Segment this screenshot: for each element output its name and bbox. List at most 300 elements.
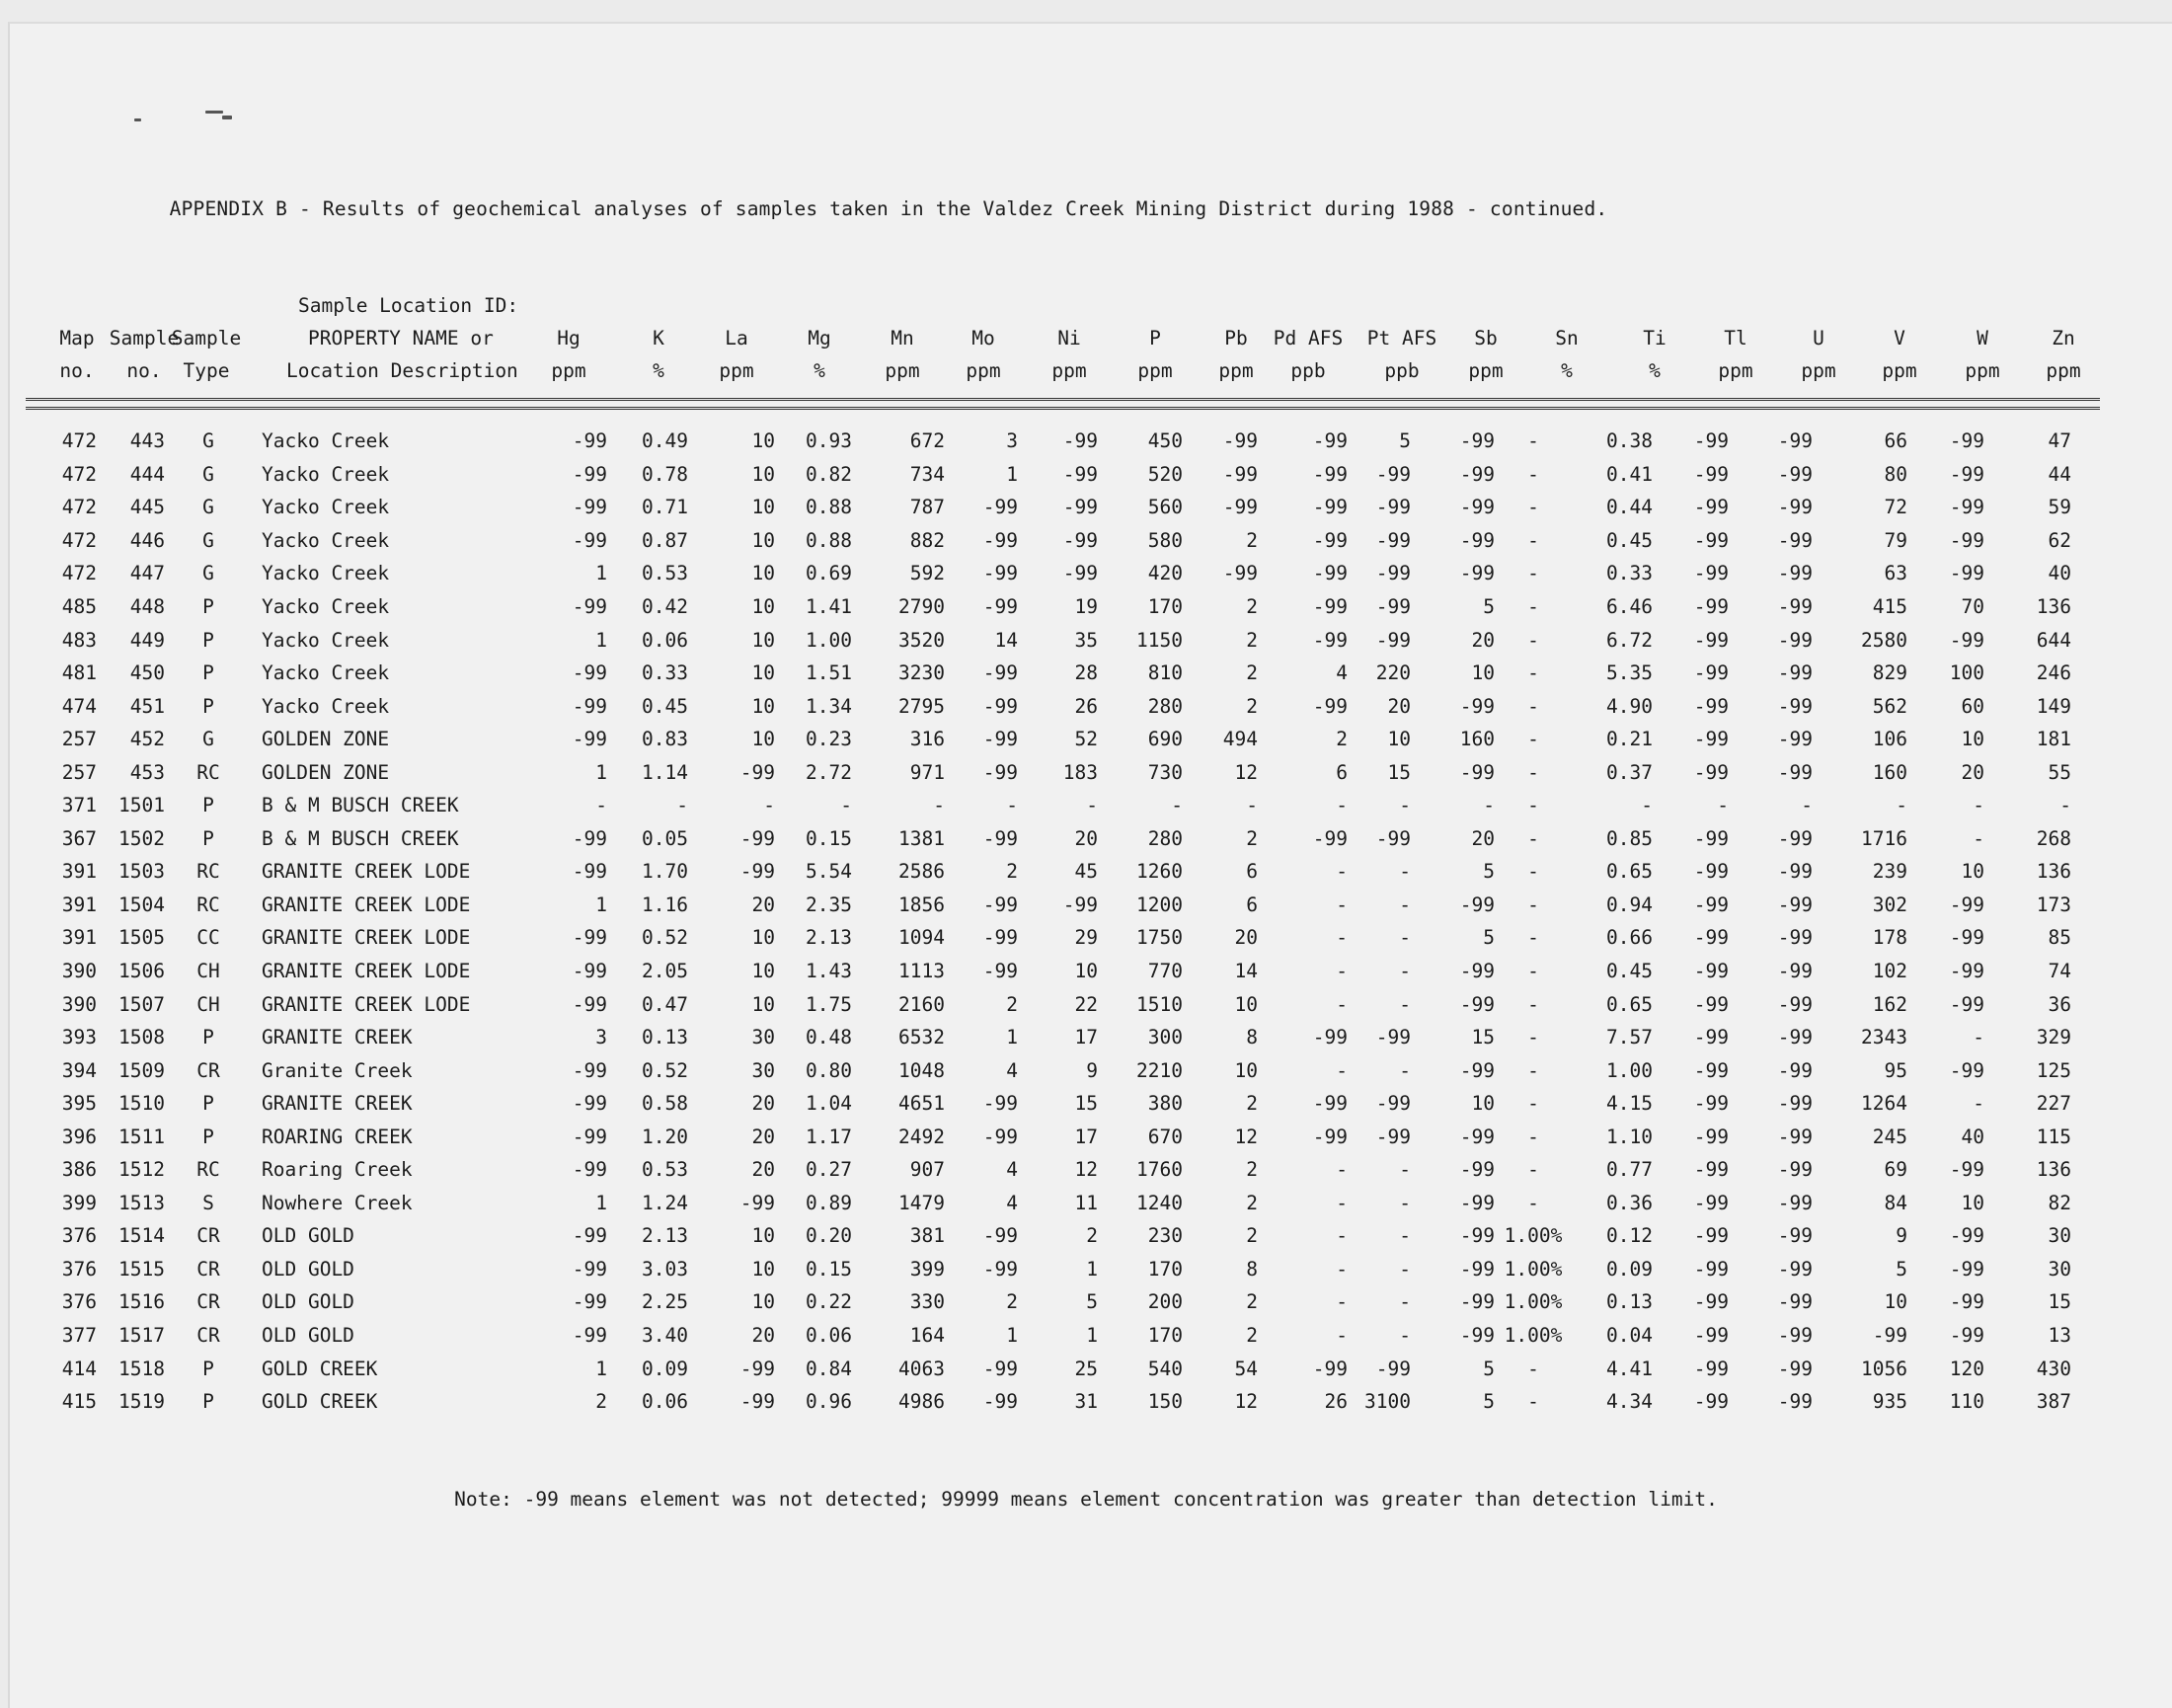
table-cell: 125 (2036, 1058, 2071, 1082)
table-cell: 0.23 (806, 728, 852, 751)
table-cell: 1 (595, 562, 607, 585)
table-cell: 0.87 (642, 528, 688, 552)
column-header-label: Sample (171, 327, 242, 349)
table-cell: P (202, 694, 214, 718)
table-cell: 1.24 (642, 1191, 688, 1214)
table-cell: - (1527, 462, 1539, 486)
table-cell: - (1483, 794, 1495, 817)
table-cell: 2 (1246, 628, 1258, 652)
table-cell: 230 (1147, 1224, 1183, 1248)
table-cell: -99 (1062, 528, 1098, 552)
table-cell: 0.15 (806, 1257, 852, 1281)
table-cell: - (1399, 794, 1411, 817)
table-cell: -99 (572, 694, 607, 718)
table-cell: 1856 (898, 893, 945, 916)
table-cell: -99 (1693, 1058, 1729, 1082)
table-cell: 1716 (1861, 826, 1907, 850)
table-cell: 1510 (118, 1092, 165, 1116)
table-cell: 453 (129, 760, 165, 784)
table-cell: 246 (2036, 661, 2071, 685)
table-cell: 1.00% (1504, 1224, 1563, 1248)
table-cell: - (1399, 1224, 1411, 1248)
table-cell: 20 (1961, 760, 1984, 784)
table-cell: - (1086, 794, 1098, 817)
table-cell: -99 (1375, 1357, 1411, 1380)
table-cell: 0.36 (1606, 1191, 1653, 1214)
table-row (26, 1385, 2075, 1419)
table-cell: 66 (1884, 429, 1907, 453)
table-cell: 0.45 (1606, 528, 1653, 552)
table-cell: 316 (909, 728, 945, 751)
table-cell: 1516 (118, 1290, 165, 1314)
table-cell: GRANITE CREEK LODE (262, 992, 471, 1016)
table-cell: -99 (1459, 1257, 1495, 1281)
table-cell: 481 (61, 661, 97, 685)
table-cell: 386 (61, 1158, 97, 1182)
table-cell: 2580 (1861, 628, 1907, 652)
table-cell: 1518 (118, 1357, 165, 1380)
table-cell: 472 (61, 528, 97, 552)
table-cell: 381 (909, 1224, 945, 1248)
table-cell: 268 (2036, 826, 2071, 850)
table-cell: -99 (1693, 1257, 1729, 1281)
table-cell: 10 (751, 462, 775, 486)
table-cell: 1.00% (1504, 1257, 1563, 1281)
table-cell: 1513 (118, 1191, 165, 1214)
column-header-unit: ppm (719, 359, 754, 382)
table-cell: 85 (2048, 926, 2071, 950)
column-header-label: W (1977, 327, 1988, 349)
table-cell: -99 (1949, 893, 1984, 916)
table-cell: -99 (1312, 1092, 1348, 1116)
table-cell: -99 (1777, 728, 1813, 751)
table-cell: -99 (1693, 462, 1729, 486)
table-cell: 450 (1147, 429, 1183, 453)
table-cell: -99 (1312, 694, 1348, 718)
table-row (26, 789, 2075, 822)
table-cell: 173 (2036, 893, 2071, 916)
table-cell: -99 (1459, 462, 1495, 486)
table-cell: 2.25 (642, 1290, 688, 1314)
table-cell: 2343 (1861, 1026, 1907, 1049)
table-cell: -99 (739, 1191, 775, 1214)
table-cell: -99 (1949, 1324, 1984, 1348)
table-cell: Yacko Creek (262, 595, 390, 618)
table-cell: -99 (572, 826, 607, 850)
table-cell: 10 (751, 1224, 775, 1248)
table-cell: 0.06 (806, 1324, 852, 1348)
table-cell: 20 (1387, 694, 1411, 718)
table-cell: -99 (1777, 1357, 1813, 1380)
table-cell: -99 (1777, 992, 1813, 1016)
table-cell: 907 (909, 1158, 945, 1182)
table-cell: 0.09 (1606, 1257, 1653, 1281)
table-row (26, 1120, 2075, 1153)
table-cell: -99 (1777, 1158, 1813, 1182)
table-cell: 367 (61, 826, 97, 850)
column-header-unit: % (1561, 359, 1573, 382)
table-cell: -99 (1312, 826, 1348, 850)
column-header-unit: ppb (1290, 359, 1326, 382)
table-cell: 15 (1074, 1092, 1098, 1116)
table-cell: -99 (739, 826, 775, 850)
table-cell: -99 (1459, 562, 1495, 585)
table-cell: -99 (1693, 1390, 1729, 1414)
table-cell: 474 (61, 694, 97, 718)
table-cell: -99 (1375, 1026, 1411, 1049)
table-cell: 1.00 (1606, 1058, 1653, 1082)
table-cell: 200 (1147, 1290, 1183, 1314)
column-header-label: Sn (1555, 327, 1579, 349)
table-cell: -99 (1949, 562, 1984, 585)
table-cell: 4986 (898, 1390, 945, 1414)
table-cell: - (1527, 1390, 1539, 1414)
column-header-label: Ti (1643, 327, 1667, 349)
table-row (26, 1253, 2075, 1286)
table-cell: 10 (1471, 1092, 1495, 1116)
table-cell: 2 (1246, 1290, 1258, 1314)
table-cell: -99 (572, 496, 607, 519)
table-cell: -99 (572, 429, 607, 453)
column-header-label: La (725, 327, 748, 349)
table-cell: 59 (2048, 496, 2071, 519)
table-row (26, 855, 2075, 889)
table-cell: -99 (1375, 462, 1411, 486)
table-cell: 377 (61, 1324, 97, 1348)
table-cell: 12 (1234, 1125, 1258, 1148)
table-cell: 0.38 (1606, 429, 1653, 453)
table-cell: - (1336, 1058, 1348, 1082)
table-cell: 1519 (118, 1390, 165, 1414)
table-cell: 787 (909, 496, 945, 519)
column-header-unit: Location Description (286, 359, 518, 382)
table-cell: - (1336, 1324, 1348, 1348)
table-cell: - (1717, 794, 1729, 817)
table-cell: 0.44 (1606, 496, 1653, 519)
table-cell: -99 (1693, 960, 1729, 983)
table-cell: 164 (909, 1324, 945, 1348)
table-cell: 390 (61, 992, 97, 1016)
column-header-label: Mo (971, 327, 995, 349)
table-cell: - (1336, 992, 1348, 1016)
table-cell: 14 (994, 628, 1018, 652)
table-cell: 1 (1006, 462, 1018, 486)
table-cell: Yacko Creek (262, 496, 390, 519)
table-cell: 0.58 (642, 1092, 688, 1116)
table-cell: 391 (61, 893, 97, 916)
column-header-unit: % (653, 359, 664, 382)
table-cell: 10 (1961, 1191, 1984, 1214)
table-cell: 0.89 (806, 1191, 852, 1214)
table-cell: 2 (1246, 1092, 1258, 1116)
table-cell: 10 (1961, 860, 1984, 884)
table-cell: 30 (751, 1058, 775, 1082)
table-cell: 6.72 (1606, 628, 1653, 652)
table-cell: -99 (1062, 429, 1098, 453)
table-cell: 446 (129, 528, 165, 552)
table-cell: 20 (1074, 826, 1098, 850)
table-cell: P (202, 628, 214, 652)
table-cell: -99 (1777, 1224, 1813, 1248)
table-cell: 63 (1884, 562, 1907, 585)
column-header-unit: % (1649, 359, 1661, 382)
table-cell: -99 (1312, 528, 1348, 552)
table-cell: -99 (1949, 926, 1984, 950)
table-cell: 1.17 (806, 1125, 852, 1148)
table-cell: -99 (1693, 1092, 1729, 1116)
table-cell: -99 (1693, 1125, 1729, 1148)
table-cell: GRANITE CREEK LODE (262, 893, 471, 916)
table-cell: 2 (595, 1390, 607, 1414)
table-cell: 10 (751, 694, 775, 718)
table-cell: - (1171, 794, 1183, 817)
table-cell: 2 (1246, 826, 1258, 850)
table-cell: 5 (1896, 1257, 1907, 1281)
table-cell: 1512 (118, 1158, 165, 1182)
table-cell: 36 (2048, 992, 2071, 1016)
document-title: APPENDIX B - Results of geochemical analyses of samples taken in the Valdez Creek Mining District during 1988 - continued. (169, 197, 1608, 220)
table-cell: 10 (1387, 728, 1411, 751)
table-cell: - (1336, 960, 1348, 983)
table-cell: 40 (2048, 562, 2071, 585)
table-cell: 54 (1234, 1357, 1258, 1380)
table-cell: 12 (1234, 1390, 1258, 1414)
table-cell: -99 (982, 1092, 1018, 1116)
table-cell: 1760 (1136, 1158, 1183, 1182)
table-cell: - (2059, 794, 2071, 817)
table-cell: -99 (982, 1224, 1018, 1248)
table-cell: Yacko Creek (262, 429, 390, 453)
table-cell: 170 (1147, 1324, 1183, 1348)
table-cell: -99 (1375, 826, 1411, 850)
column-header-label: Map (59, 327, 95, 349)
table-cell: 2 (1246, 1224, 1258, 1248)
table-row (26, 1021, 2075, 1054)
table-cell: - (840, 794, 852, 817)
table-cell: -99 (1777, 1026, 1813, 1049)
table-cell: -99 (572, 992, 607, 1016)
table-cell: 136 (2036, 860, 2071, 884)
table-cell: -99 (572, 1224, 607, 1248)
table-cell: 1511 (118, 1125, 165, 1148)
column-header-label: Sample Location ID: (298, 294, 519, 317)
table-cell: -99 (572, 860, 607, 884)
table-cell: -99 (1777, 860, 1813, 884)
table-cell: 2 (1006, 992, 1018, 1016)
table-row (26, 1053, 2075, 1087)
table-cell: -99 (1312, 429, 1348, 453)
table-cell: - (1006, 794, 1018, 817)
table-cell: 26 (1324, 1390, 1348, 1414)
table-cell: 472 (61, 429, 97, 453)
table-cell: 10 (751, 926, 775, 950)
table-row (26, 657, 2075, 690)
table-cell: 0.77 (1606, 1158, 1653, 1182)
table-row (26, 458, 2075, 492)
table-cell: - (1336, 893, 1348, 916)
table-cell: -99 (1693, 1290, 1729, 1314)
table-cell: -99 (1777, 694, 1813, 718)
column-header-unit: ppm (1137, 359, 1173, 382)
table-cell: 0.80 (806, 1058, 852, 1082)
table-row (26, 1087, 2075, 1121)
table-cell: 20 (751, 1158, 775, 1182)
column-header-label: Pb (1224, 327, 1248, 349)
table-cell: 149 (2036, 694, 2071, 718)
table-cell: - (1399, 992, 1411, 1016)
table-row (26, 987, 2075, 1021)
table-cell: 280 (1147, 826, 1183, 850)
table-cell: 393 (61, 1026, 97, 1049)
column-header-label: K (653, 327, 664, 349)
column-header-unit: ppm (1718, 359, 1753, 382)
table-cell: -99 (1693, 1026, 1729, 1049)
table-cell: 20 (751, 893, 775, 916)
table-cell: - (1527, 628, 1539, 652)
table-cell: 0.69 (806, 562, 852, 585)
table-cell: 1 (595, 628, 607, 652)
table-cell: 1507 (118, 992, 165, 1016)
table-cell: 0.71 (642, 496, 688, 519)
table-cell: 3 (595, 1026, 607, 1049)
table-cell: 10 (1961, 728, 1984, 751)
table-cell: 80 (1884, 462, 1907, 486)
table-cell: 1 (1006, 1324, 1018, 1348)
table-cell: 387 (2036, 1390, 2071, 1414)
table-cell: 6 (1336, 760, 1348, 784)
table-row (26, 889, 2075, 922)
results-table (26, 425, 2075, 1418)
table-cell: 79 (1884, 528, 1907, 552)
table-cell: - (933, 794, 945, 817)
table-cell: CH (196, 992, 220, 1016)
table-cell: 6.46 (1606, 595, 1653, 618)
table-cell: -99 (1777, 562, 1813, 585)
table-cell: -99 (572, 1125, 607, 1148)
column-header-unit: no. (126, 359, 162, 382)
table-cell: - (1527, 992, 1539, 1016)
table-cell: 2 (1246, 1324, 1258, 1348)
table-cell: -99 (1777, 760, 1813, 784)
table-cell: - (1336, 926, 1348, 950)
table-cell: 1508 (118, 1026, 165, 1049)
table-cell: -99 (1459, 496, 1495, 519)
table-cell: 0.49 (642, 429, 688, 453)
column-header-unit: ppm (966, 359, 1001, 382)
table-cell: - (1336, 860, 1348, 884)
table-cell: 0.84 (806, 1357, 852, 1380)
table-cell: - (1527, 860, 1539, 884)
table-row (26, 1319, 2075, 1353)
table-cell: 10 (1234, 1058, 1258, 1082)
table-cell: - (1246, 794, 1258, 817)
table-cell: 10 (751, 960, 775, 983)
table-cell: 1260 (1136, 860, 1183, 884)
table-cell: 183 (1062, 760, 1098, 784)
table-cell: 1 (1086, 1257, 1098, 1281)
table-cell: 52 (1074, 728, 1098, 751)
table-cell: 72 (1884, 496, 1907, 519)
table-cell: -99 (982, 728, 1018, 751)
table-cell: 0.15 (806, 826, 852, 850)
table-cell: 1 (595, 893, 607, 916)
table-cell: - (1399, 1191, 1411, 1214)
table-cell: 84 (1884, 1191, 1907, 1214)
table-cell: 181 (2036, 728, 2071, 751)
table-cell: 35 (1074, 628, 1098, 652)
table-cell: 2 (1246, 1158, 1258, 1182)
table-cell: -99 (1949, 628, 1984, 652)
table-cell: -99 (572, 1290, 607, 1314)
table-cell: 136 (2036, 595, 2071, 618)
table-cell: 0.85 (1606, 826, 1653, 850)
table-cell: 415 (61, 1390, 97, 1414)
table-cell: 1.10 (1606, 1125, 1653, 1148)
table-cell: -99 (1693, 595, 1729, 618)
column-header-unit: ppm (2046, 359, 2081, 382)
table-cell: 70 (1961, 595, 1984, 618)
column-header-unit: ppm (885, 359, 920, 382)
table-cell: 2.13 (806, 926, 852, 950)
column-header-label: V (1894, 327, 1905, 349)
table-cell: 45 (1074, 860, 1098, 884)
table-cell: -99 (1777, 1191, 1813, 1214)
table-cell: 5 (1086, 1290, 1098, 1314)
table-cell: Roaring Creek (262, 1158, 413, 1182)
table-cell: -99 (1312, 1357, 1348, 1380)
table-cell: G (202, 562, 214, 585)
table-row (26, 723, 2075, 756)
table-cell: 371 (61, 794, 97, 817)
table-cell: 2.05 (642, 960, 688, 983)
table-cell: 10 (751, 628, 775, 652)
table-cell: 102 (1872, 960, 1907, 983)
table-cell: -99 (1312, 496, 1348, 519)
table-cell: 47 (2048, 429, 2071, 453)
table-cell: - (1973, 1092, 1984, 1116)
table-cell: 5 (1483, 595, 1495, 618)
table-cell: - (1527, 960, 1539, 983)
column-header-unit: % (814, 359, 825, 382)
table-cell: 2 (1246, 694, 1258, 718)
table-cell: -99 (982, 1257, 1018, 1281)
table-cell: 160 (1459, 728, 1495, 751)
table-cell: - (1973, 826, 1984, 850)
table-cell: 6 (1246, 860, 1258, 884)
table-cell: G (202, 728, 214, 751)
table-cell: 2492 (898, 1125, 945, 1148)
table-cell: - (1527, 1058, 1539, 1082)
column-header-unit: no. (59, 359, 95, 382)
table-cell: 162 (1872, 992, 1907, 1016)
table-cell: Yacko Creek (262, 528, 390, 552)
table-cell: 472 (61, 496, 97, 519)
table-cell: 10 (751, 728, 775, 751)
table-cell: 1514 (118, 1224, 165, 1248)
table-cell: -99 (1459, 760, 1495, 784)
table-cell: 1506 (118, 960, 165, 983)
table-cell: 100 (1949, 661, 1984, 685)
table-cell: 257 (61, 728, 97, 751)
table-cell: 2.35 (806, 893, 852, 916)
table-cell: -99 (1222, 429, 1258, 453)
table-cell: -99 (1693, 728, 1729, 751)
table-cell: 29 (1074, 926, 1098, 950)
table-cell: 5.54 (806, 860, 852, 884)
table-cell: 0.20 (806, 1224, 852, 1248)
table-cell: -99 (572, 960, 607, 983)
table-cell: 3230 (898, 661, 945, 685)
